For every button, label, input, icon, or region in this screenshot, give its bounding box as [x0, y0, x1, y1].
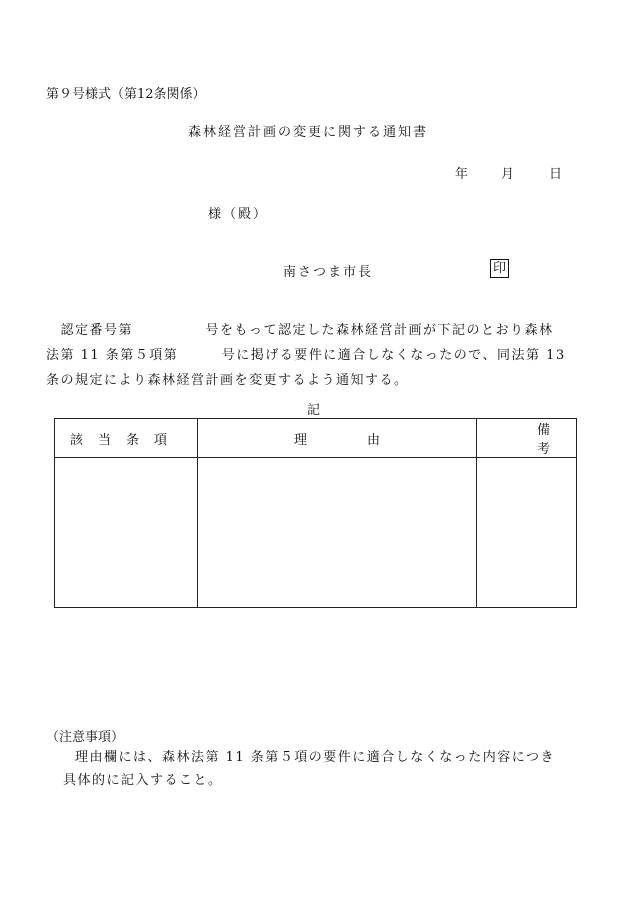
notice-body	[46, 318, 586, 393]
notice-body-line: 条の規定により森林経営計画を変更するよう通知する。	[46, 373, 409, 388]
ki-heading: 記	[307, 403, 321, 418]
date-year-label: 年	[455, 167, 469, 182]
document-title: 森林経営計画の変更に関する通知書	[188, 125, 429, 140]
header-remarks: 備考	[477, 419, 577, 458]
notes-heading: （注意事項）	[46, 730, 125, 745]
notice-body-line: 認定番号第 号をもって認定した森林経営計画が下記のとおり森林	[46, 323, 554, 338]
notes-line: 理由欄には、森林法第 11 条第５項の要件に適合しなくなった内容につき	[75, 750, 556, 765]
date-month-label: 月	[501, 167, 515, 182]
seal-box: 印	[490, 259, 509, 278]
cell-reason[interactable]	[198, 458, 477, 608]
cell-applicable-clause[interactable]	[55, 458, 198, 608]
notice-body-line: 法第 11 条第５項第 号に掲げる要件に適合しなくなったので、同法第 13	[46, 348, 566, 363]
notes-line: 具体的に記入すること。	[63, 773, 223, 788]
details-table	[54, 418, 611, 608]
cell-remarks[interactable]	[477, 458, 577, 608]
table-row	[55, 458, 576, 608]
issuer-name: 南さつま市長	[283, 265, 374, 280]
addressee: 様（殿）	[208, 207, 269, 222]
date-day-label: 日	[549, 167, 563, 182]
header-reason: 理由	[198, 419, 477, 458]
table-header-row	[55, 419, 576, 458]
form-number: 第９号様式（第12条関係）	[46, 87, 206, 102]
header-applicable-clause: 該当条項	[55, 419, 198, 458]
